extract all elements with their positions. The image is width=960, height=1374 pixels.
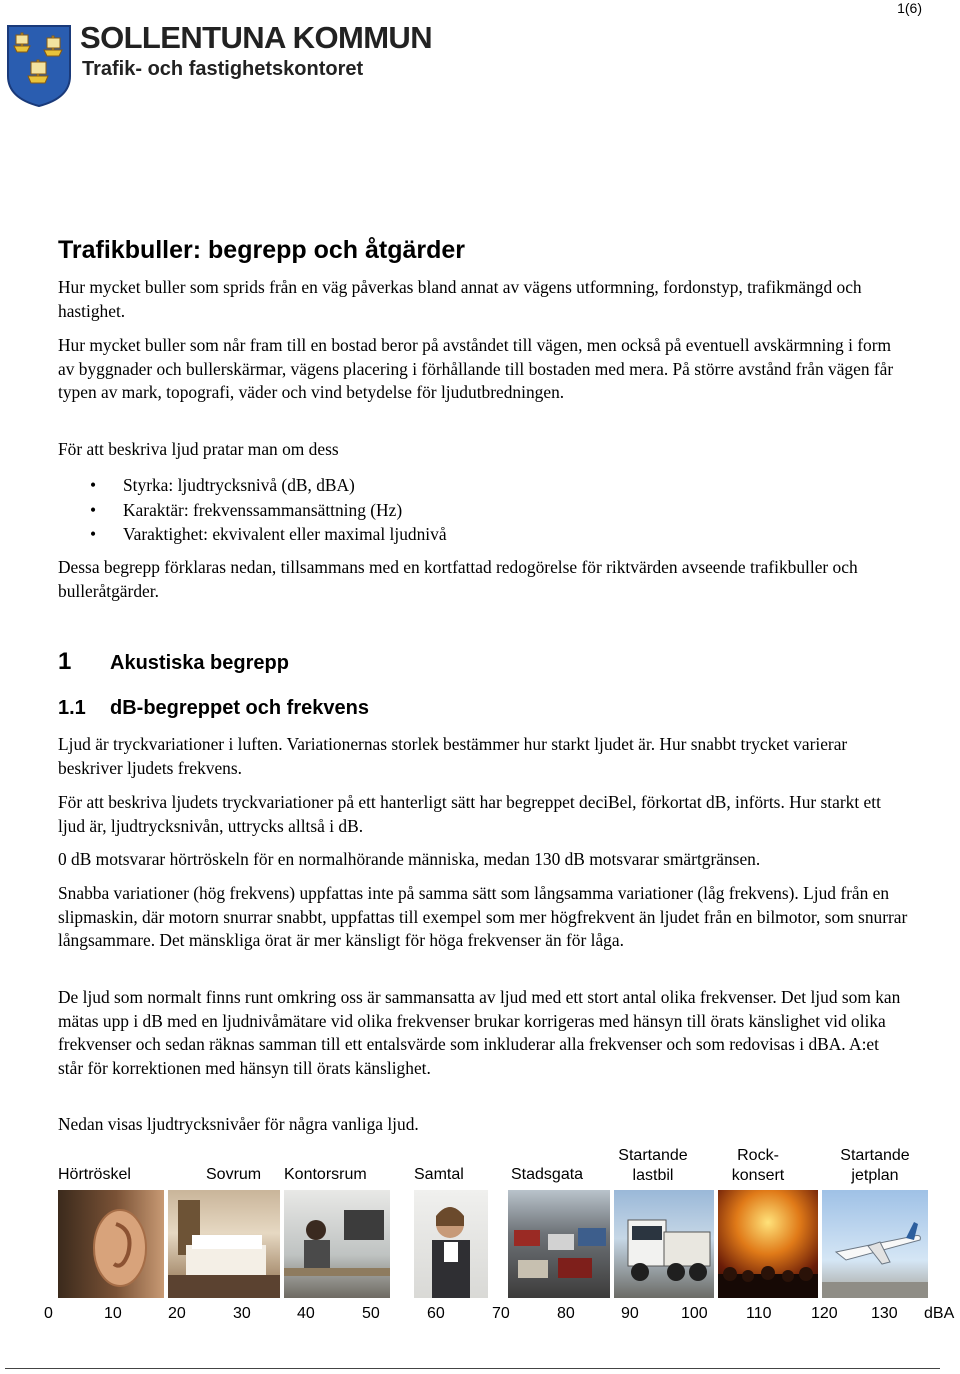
scale-tick-label: 10: [104, 1305, 122, 1322]
body-paragraph-5: De ljud som normalt finns runt omkring oss är sammansatta av ljud med ett stort antal olika frekvenser. Det ljud som kan mätas upp i dB med en ljudnivåmätare vid olika frekvenser brukar korrigeras med hänsyn till örats känslighet vid olika frekvenser och sedan räknas samman till ett entalsvärde som inkluderar alla frekvenser och som redovisas i dBA. A:et står för korrektionen med hänsyn till örats känslighet.: [58, 987, 901, 1078]
label-sovrum: Sovrum: [206, 1166, 262, 1183]
body-paragraph-6: Nedan visas ljudtrycksnivåer för några vanliga ljud.: [58, 1114, 419, 1134]
page-number: 1(6): [897, 0, 922, 16]
label-startande-lastbil: Startande lastbil: [618, 1147, 688, 1184]
scale-tick-label: 40: [297, 1305, 315, 1322]
scale-tick-label: 80: [557, 1305, 575, 1322]
scale-tick-label: 120: [811, 1305, 838, 1322]
truck-photo-icon: [614, 1190, 714, 1298]
intro-paragraph-4: Dessa begrepp förklaras nedan, tillsammans med en kortfattad redogörelse för riktvärden avseende trafikbuller och bulleråtgärder.: [58, 557, 858, 601]
conversation-photo-icon: [414, 1190, 488, 1298]
body-paragraph-1: Ljud är tryckvariationer i luften. Variationernas storlek bestämmer hur starkt ljudet är. Hur snabbt trycket varierar beskriver ljudets frekvens.: [58, 734, 848, 778]
label-kontorsrum: Kontorsrum: [284, 1166, 367, 1183]
body-paragraph-2: För att beskriva ljudets tryckvariationer på ett hanterligt sätt har begreppet deciBel, förkortat dB, införts. Hur starkt ett ljud är, ljudtrycksnivån, uttrycks alltså i dB.: [58, 792, 881, 836]
scale-tick-label: 20: [168, 1305, 186, 1322]
jet-plane-photo-icon: [822, 1190, 928, 1298]
list-item: • Styrka: ljudtrycksnivå (dB, dBA): [58, 473, 858, 498]
bullet-icon: •: [90, 499, 97, 520]
scale-tick-label: 130: [871, 1305, 898, 1322]
scale-tick-label: 100: [681, 1305, 708, 1322]
body-paragraph-3: 0 dB motsvarar hörtröskeln för en normalhörande människa, medan 130 dB motsvarar smärtgränsen.: [58, 849, 761, 869]
section-heading-1-1: 1.1 dB-begreppet och frekvens: [58, 697, 369, 719]
label-stadsgata: Stadsgata: [511, 1166, 584, 1183]
intro-paragraph-3: För att beskriva ljud pratar man om dess: [58, 439, 339, 459]
intro-paragraph-2: Hur mycket buller som når fram till en bostad beror på avståndet till vägen, men också på eventuell avskärmning i form av byggnader och bullerskärmar, vägens placering i förhållande till bostaden med mera. På större avstånd från vägen får typen av mark, topografi, väder och vind betydelse för ljudutbredningen.: [58, 335, 894, 402]
bullet-icon: •: [90, 524, 97, 544]
intro-paragraph-1: Hur mycket buller som sprids från en väg påverkas bland annat av vägens utformning, fordonstyp, trafikmängd och hastighet.: [58, 277, 862, 321]
label-samtal: Samtal: [414, 1166, 464, 1183]
list-item: • Karaktär: frekvenssammansättning (Hz): [58, 498, 858, 523]
scale-tick-label: 90: [621, 1305, 639, 1322]
scale-tick-label: 110: [746, 1305, 772, 1322]
scale-tick-label: 60: [427, 1305, 445, 1322]
page-title: Trafikbuller: begrepp och åtgärder: [58, 236, 466, 264]
ear-photo-icon: [58, 1190, 164, 1298]
section-heading-1: 1 Akustiska begrepp: [58, 648, 289, 675]
department-name: Trafik- och fastighetskontoret: [82, 58, 364, 80]
scale-tick-label: 0: [44, 1305, 53, 1322]
label-rockkonsert: Rock- konsert: [731, 1147, 785, 1184]
bedroom-photo-icon: [168, 1190, 280, 1298]
rock-concert-photo-icon: [718, 1190, 818, 1298]
scale-tick-label: 70: [492, 1305, 510, 1322]
crest-three-ships-icon: [6, 24, 72, 108]
street-traffic-photo-icon: [508, 1190, 610, 1298]
office-photo-icon: [284, 1190, 390, 1298]
sound-properties-list: [58, 473, 858, 547]
body-paragraph-4: Snabba variationer (hög frekvens) uppfattas inte på samma sätt som långsamma variationer (låg frekvens). Ljud från en slipmaskin, där motorn snurrar snabbt, uppfattas till exempel som mer högfrekvent än ljudet från en bilmotor, som snurrar långsammare. Det mänskliga örat är mer känsligt för höga frekvenser än för låga.: [58, 883, 908, 950]
scale-tick-label: 30: [233, 1305, 251, 1322]
scale-tick-label: 50: [362, 1305, 380, 1322]
label-hortroskel: Hörtröskel: [58, 1166, 131, 1183]
bullet-icon: •: [90, 475, 97, 495]
org-name: SOLLENTUNA KOMMUN: [80, 20, 433, 55]
footer-divider: [5, 1368, 940, 1369]
list-item: • Varaktighet: ekvivalent eller maximal ljudnivå: [58, 522, 858, 547]
scale-unit-label: dBA: [924, 1305, 955, 1322]
label-startande-jetplan: Startande jetplan: [840, 1147, 910, 1184]
